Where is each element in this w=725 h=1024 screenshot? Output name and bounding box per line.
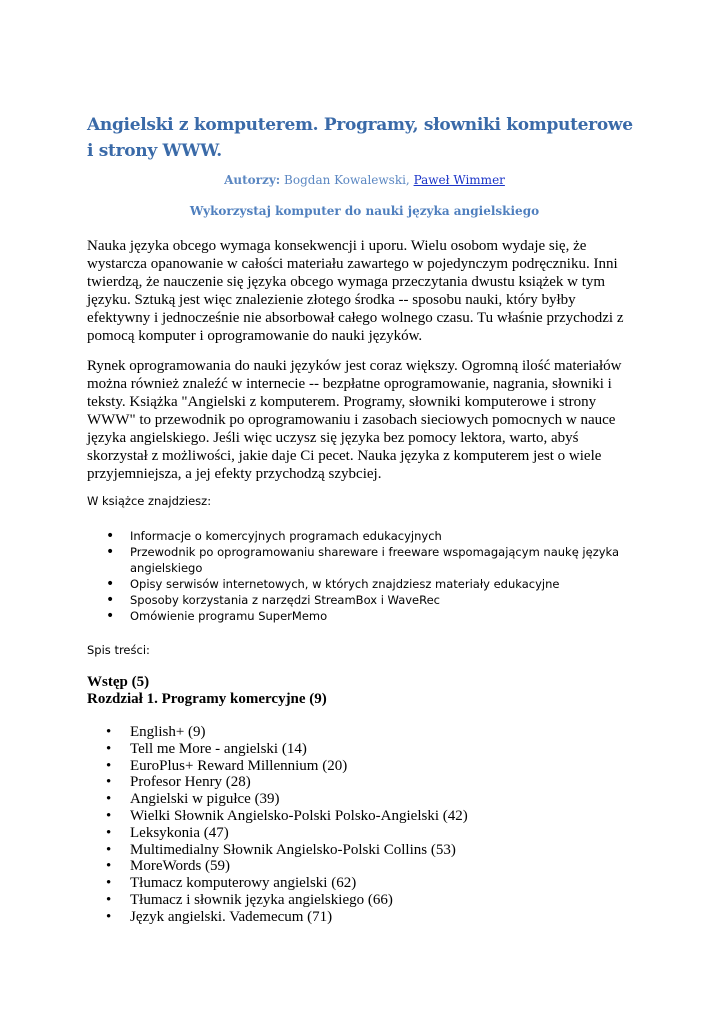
toc-chapter-1: Rozdział 1. Programy komercyjne (9) [87,691,327,707]
features-list [87,528,642,624]
list-item: • EuroPlus+ Reward Millennium (20) [87,758,642,775]
list-item: • Profesor Henry (28) [87,774,642,791]
list-item: • Tell me More - angielski (14) [87,741,642,758]
author-wimmer-link[interactable]: Paweł Wimmer [413,173,505,187]
list-item: • Opisy serwisów internetowych, w których znajdziesz materiały edukacyjne [87,576,642,592]
list-item: • Język angielski. Vademecum (71) [87,909,642,926]
list-item: • Sposoby korzystania z narzędzi StreamBox i WaveRec [87,592,642,608]
authors-label: Autorzy: [224,173,281,187]
programs-list [87,724,642,926]
list-item: • English+ (9) [87,724,642,741]
toc-intro-entry: Wstęp (5) [87,674,150,690]
book-contents-intro: W książce znajdziesz: [87,494,212,508]
paragraph-market: Rynek oprogramowania do nauki języków jest coraz większy. Ogromną ilość materiałów można również znaleźć w internecie -- bezpłatne oprogramowanie, nagrania, słowniki i teksty. Książka "Angielski z komputerem. Programy, słowniki komputerowe i strony WWW" to przewodnik po oprogramowaniu i zasobach sieciowych pomocnych w nauce języka angielskiego. Jeśli więc uczysz się języka bez pomocy lektora, warto, abyś skorzystał z możliwości, jakie daje Ci pecet. Nauka języka z komputerem jest o wiele przyjemniejsza, a jej efekty przychodzą szybciej. [87,358,622,482]
document-subtitle: Wykorzystaj komputer do nauki języka angielskiego [189,204,540,218]
authors-line [87,173,642,187]
paragraph-intro: Nauka języka obcego wymaga konsekwencji i uporu. Wielu osobom wydaje się, że wystarcza opanowanie w całości materiału zawartego w pojedynczym podręczniku. Inni twierdzą, że nauczenie się języka obcego wymaga przeczytania dwustu książek w tym języku. Sztuką jest więc znalezienie złotego środka -- sposobu nauki, który byłby efektywny i jednocześnie nie absorbował całego wolnego czasu. Tu właśnie przychodzi z pomocą komputer i oprogramowanie do nauki języków. [87,238,624,344]
list-item: • MoreWords (59) [87,858,642,875]
list-item: • Tłumacz i słownik języka angielskiego (66) [87,892,642,909]
document-title: Angielski z komputerem. Programy, słowniki komputerowe i strony WWW. [87,115,633,161]
list-item: • Angielski w pigułce (39) [87,791,642,808]
list-item: • Omówienie programu SuperMemo [87,608,642,624]
author-kowalewski: Bogdan Kowalewski, [284,173,410,187]
list-item: • Wielki Słownik Angielsko-Polski Polsko-Angielski (42) [87,808,642,825]
list-item: • Informacje o komercyjnych programach edukacyjnych [87,528,642,544]
toc-heading [87,674,327,708]
list-item: • Tłumacz komputerowy angielski (62) [87,875,642,892]
list-item: • Przewodnik po oprogramowaniu shareware i freeware wspomagającym naukę języka angielskiego [87,544,642,576]
toc-label: Spis treści: [87,643,150,657]
list-item: • Leksykonia (47) [87,825,642,842]
list-item: • Multimedialny Słownik Angielsko-Polski Collins (53) [87,842,642,859]
